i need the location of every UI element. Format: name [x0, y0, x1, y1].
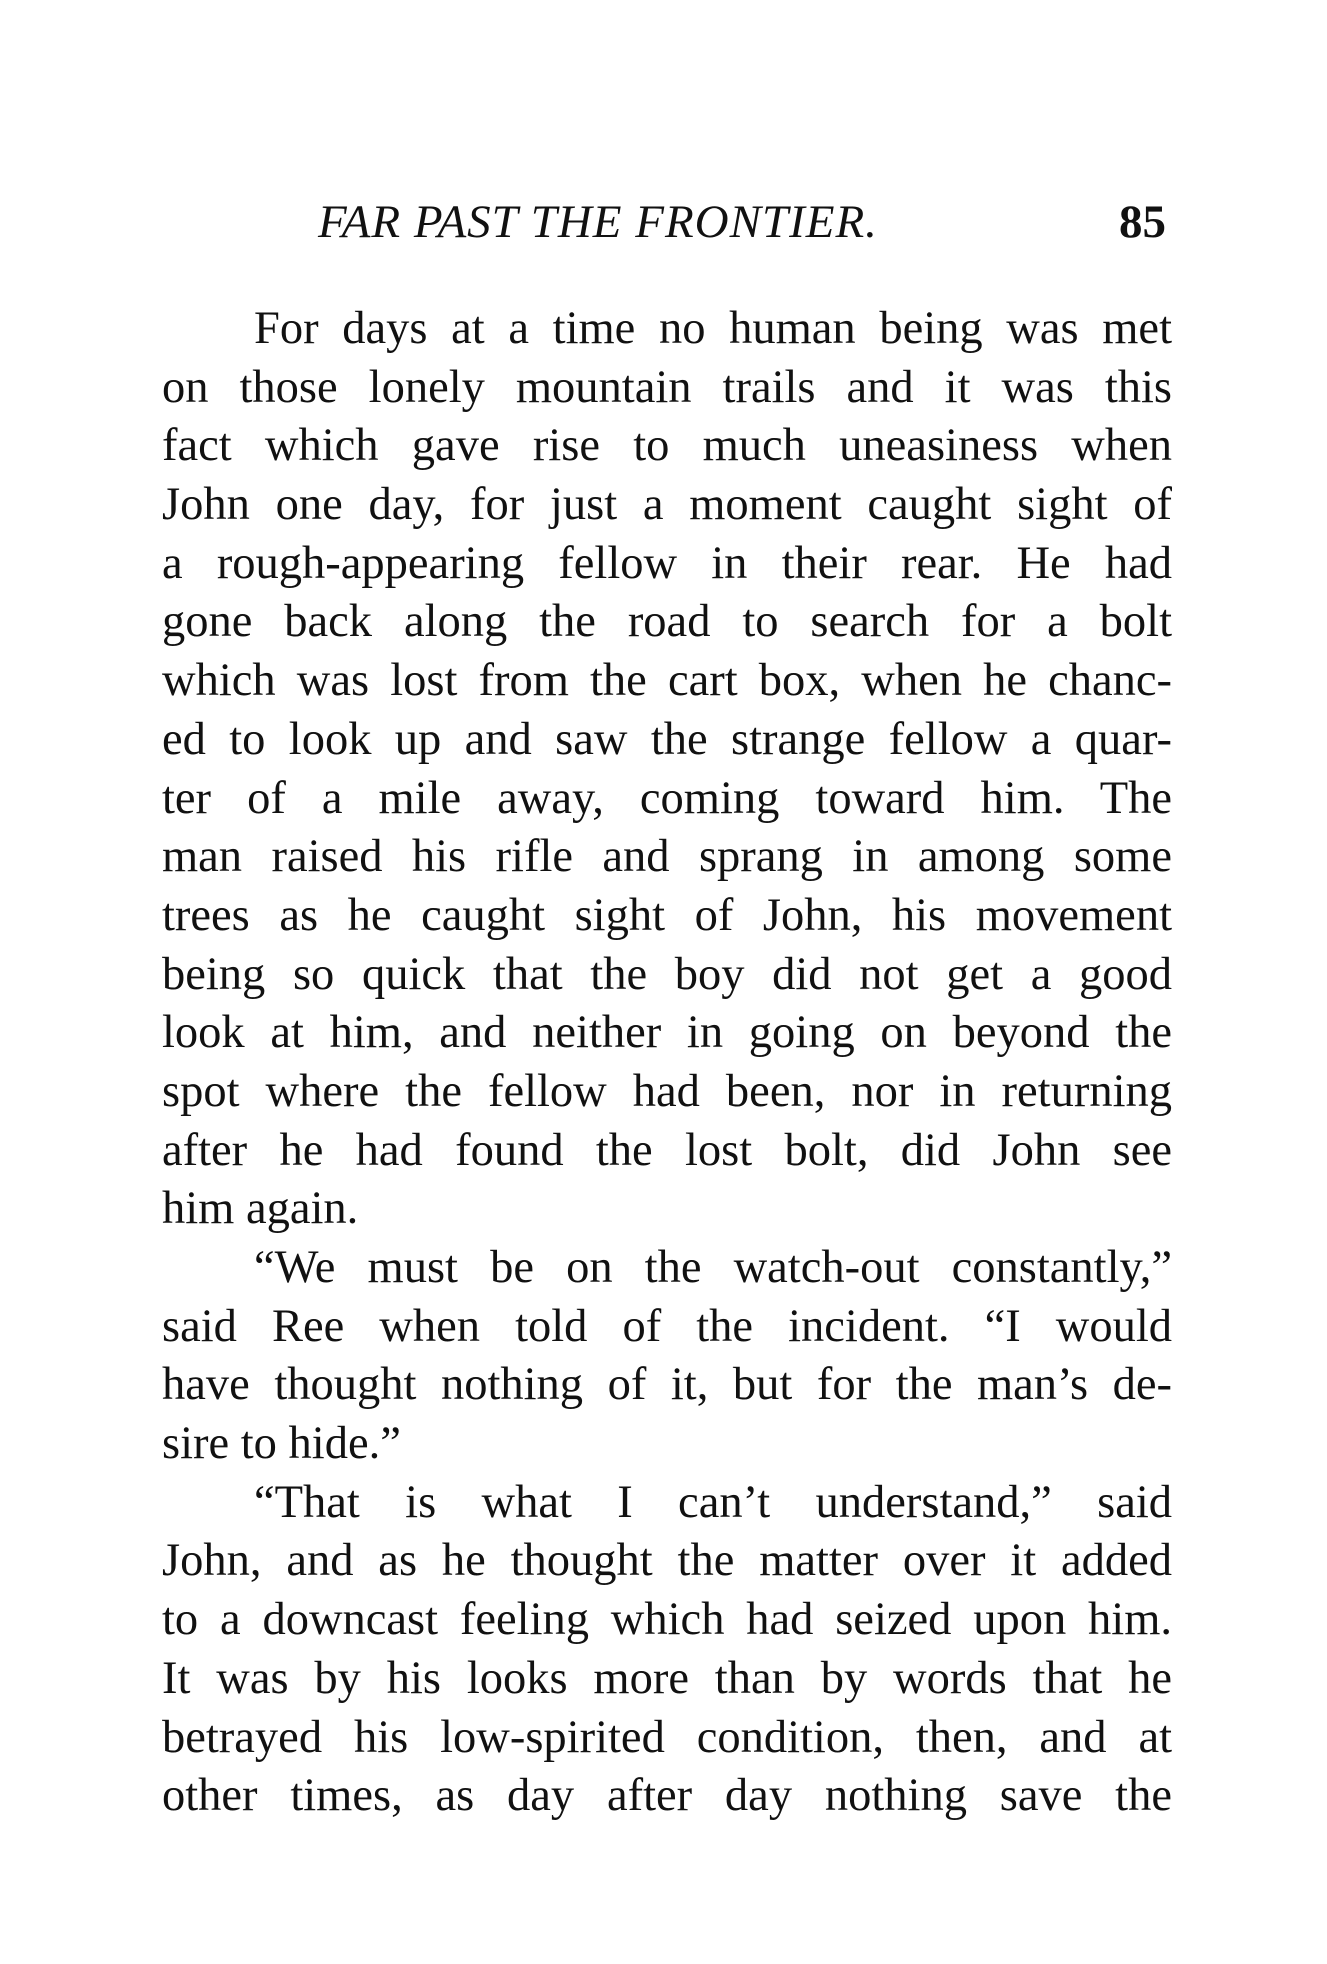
text-line: John one day, for just a moment caught sight of	[162, 479, 1172, 531]
page-header	[318, 195, 1180, 255]
text-line: fact which gave rise to much uneasiness when	[162, 420, 1172, 472]
text-line: look at him, and neither in going on beyond the	[162, 1007, 1172, 1059]
text-line: spot where the fellow had been, nor in returning	[162, 1065, 1172, 1117]
text-line: sire to hide.”	[162, 1418, 401, 1470]
text-line: John, and as he thought the matter over it added	[162, 1535, 1172, 1587]
text-line: which was lost from the cart box, when he chanc-	[162, 655, 1172, 707]
text-line: have thought nothing of it, but for the man’s de-	[162, 1359, 1172, 1411]
text-line: gone back along the road to search for a bolt	[162, 596, 1172, 648]
text-line: being so quick that the boy did not get a good	[162, 948, 1172, 1000]
text-line: trees as he caught sight of John, his movement	[162, 889, 1172, 941]
page-number: 85	[1119, 196, 1166, 248]
body-text	[162, 300, 1172, 1826]
text-line: him again.	[162, 1183, 359, 1235]
text-line: ed to look up and saw the strange fellow a quar-	[162, 713, 1172, 765]
text-line: other times, as day after day nothing save the	[162, 1770, 1172, 1822]
text-line: to a downcast feeling which had seized upon him.	[162, 1594, 1172, 1646]
text-line: a rough-appearing fellow in their rear. He had	[162, 537, 1172, 589]
text-line: “That is what I can’t understand,” said	[254, 1476, 1172, 1528]
text-line: on those lonely mountain trails and it was this	[162, 361, 1172, 413]
text-line: ter of a mile away, coming toward him. The	[162, 772, 1172, 824]
text-line: “We must be on the watch-out constantly,”	[254, 1242, 1172, 1293]
text-line: It was by his looks more than by words that he	[162, 1652, 1172, 1704]
text-line: man raised his rifle and sprang in among some	[162, 831, 1172, 883]
text-line: For days at a time no human being was met	[254, 303, 1172, 354]
text-line: betrayed his low-spirited condition, then, and at	[162, 1711, 1172, 1763]
text-line: after he had found the lost bolt, did John see	[162, 1124, 1172, 1176]
text-line: said Ree when told of the incident. “I would	[162, 1300, 1172, 1352]
running-title: FAR PAST THE FRONTIER.	[318, 196, 878, 248]
